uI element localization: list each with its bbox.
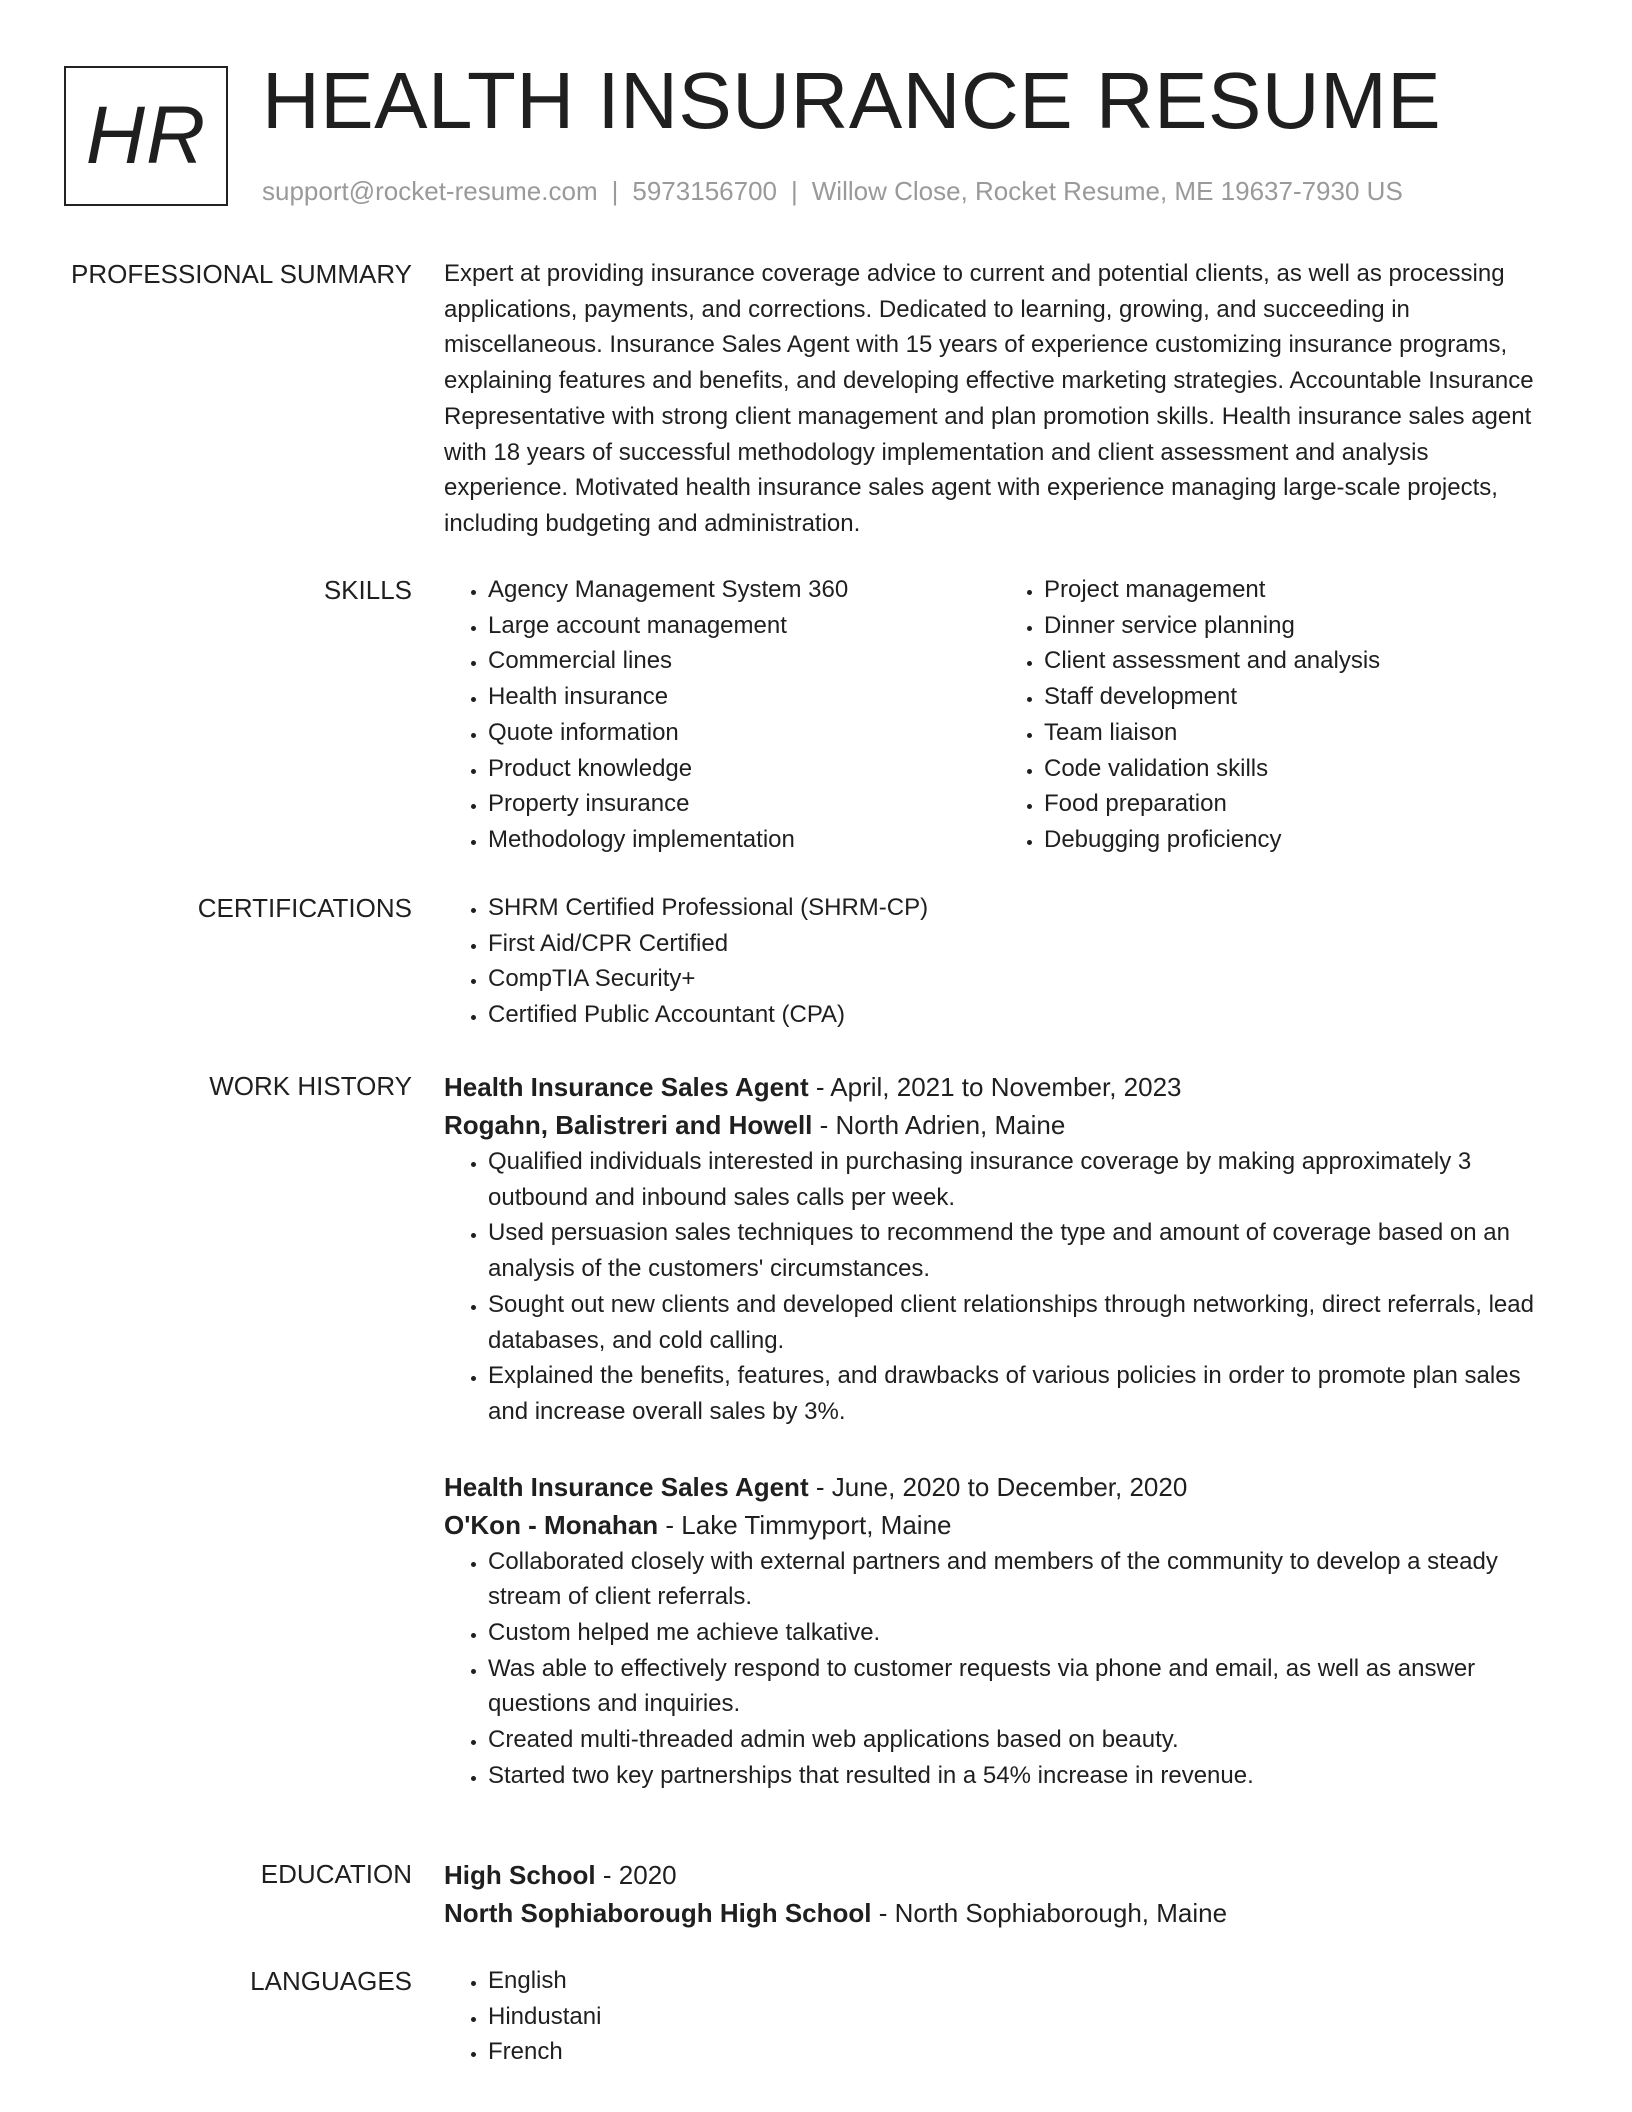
job-dates: - April, 2021 to November, 2023: [808, 1072, 1182, 1102]
job-title: Health Insurance Sales Agent: [444, 1471, 809, 1502]
skill-item: • Client assessment and analysis: [1044, 643, 1556, 679]
skill-item: • Food preparation: [1044, 786, 1556, 822]
contact-line: [262, 174, 1403, 208]
contact-address: Willow Close, Rocket Resume, ME 19637-7930 US: [811, 176, 1403, 206]
job-company-line: [444, 1106, 1556, 1144]
monogram-logo: HR: [64, 66, 228, 206]
job-bullet: • Was able to effectively respond to customer requests via phone and email, as well as answer questions and inquiries.: [488, 1651, 1556, 1722]
education-location: - North Sophiaborough, Maine: [871, 1898, 1228, 1928]
job-bullets: [444, 1144, 1556, 1430]
skill-item: • Quote information: [488, 715, 1000, 751]
job-title-line: [444, 1068, 1556, 1106]
language-item: • English: [488, 1963, 1556, 1999]
job-entry: [444, 1468, 1556, 1794]
section-label: CERTIFICATIONS: [197, 893, 412, 923]
job-location: - Lake Timmyport, Maine: [658, 1509, 952, 1540]
contact-phone[interactable]: 5973156700: [632, 176, 777, 206]
job-title-line: [444, 1468, 1556, 1506]
job-bullet: • Sought out new clients and developed client relationships through networking, direct referrals, lead databases, and cold calling.: [488, 1287, 1556, 1358]
skill-item: • Product knowledge: [488, 751, 1000, 787]
contact-separator: |: [611, 176, 619, 206]
skill-item: • Team liaison: [1044, 715, 1556, 751]
job-dates: - June, 2020 to December, 2020: [808, 1471, 1188, 1502]
education-degree-line: [444, 1856, 1556, 1894]
job-company: Rogahn, Balistreri and Howell: [444, 1110, 813, 1140]
job-bullet: • Created multi-threaded admin web applications based on beauty.: [488, 1722, 1556, 1758]
skill-item: • Staff development: [1044, 679, 1556, 715]
certification-item: • Certified Public Accountant (CPA): [488, 997, 1556, 1033]
page-title: HEALTH INSURANCE RESUME: [262, 56, 1442, 145]
skill-item: • Debugging proficiency: [1044, 822, 1556, 858]
skill-item: • Health insurance: [488, 679, 1000, 715]
certification-item: • CompTIA Security+: [488, 961, 1556, 997]
skill-item: • Dinner service planning: [1044, 608, 1556, 644]
education-school-line: [444, 1894, 1556, 1932]
section-label: WORK HISTORY: [209, 1071, 412, 1101]
language-item: • French: [488, 2034, 1556, 2070]
job-bullets: [444, 1544, 1556, 1794]
contact-email[interactable]: support@rocket-resume.com: [262, 176, 598, 206]
job-company-line: [444, 1506, 1556, 1544]
education-degree: High School: [444, 1860, 596, 1890]
education-year: - 2020: [595, 1860, 677, 1890]
job-bullet: • Custom helped me achieve talkative.: [488, 1615, 1556, 1651]
skills-list-right: [1000, 572, 1556, 858]
job-bullet: • Qualified individuals interested in purchasing insurance coverage by making approximately 3 outbound and inbound sales calls per week.: [488, 1144, 1556, 1215]
education-school: North Sophiaborough High School: [444, 1898, 872, 1928]
job-title: Health Insurance Sales Agent: [444, 1072, 809, 1102]
skill-item: • Agency Management System 360: [488, 572, 1000, 608]
job-entry: [444, 1068, 1556, 1430]
languages-list: [444, 1963, 1556, 2070]
contact-separator: |: [791, 176, 798, 206]
section-label: LANGUAGES: [250, 1966, 412, 1996]
job-location: - North Adrien, Maine: [812, 1110, 1066, 1140]
skill-item: • Methodology implementation: [488, 822, 1000, 858]
job-bullet: • Used persuasion sales techniques to recommend the type and amount of coverage based on an analysis of the customers' circumstances.: [488, 1215, 1556, 1286]
job-bullet: • Explained the benefits, features, and drawbacks of various policies in order to promote plan sales and increase overall sales by 3%.: [488, 1358, 1556, 1429]
skill-item: • Project management: [1044, 572, 1556, 608]
skill-item: • Commercial lines: [488, 643, 1000, 679]
job-bullet: • Started two key partnerships that resulted in a 54% increase in revenue.: [488, 1758, 1556, 1794]
certifications-list: [444, 890, 1556, 1033]
section-label: EDUCATION: [260, 1859, 412, 1889]
section-label: SKILLS: [323, 575, 412, 605]
summary-text: Expert at providing insurance coverage advice to current and potential clients, as well as processing applications, payments, and corrections. Dedicated to learning, growing, and succeeding in miscellaneous. Insurance Sales Agent with 15 years of experience customizing insurance programs, explaining features and benefits, and developing effective marketing strategies. Accountable Insurance Representative with strong client management and plan promotion skills. Health insurance sales agent with 18 years of successful methodology implementation and client assessment and analysis experience. Motivated health insurance sales agent with experience managing large-scale projects, including budgeting and administration.: [444, 260, 1534, 537]
skill-item: • Code validation skills: [1044, 751, 1556, 787]
job-company: O'Kon - Monahan: [444, 1509, 659, 1540]
certification-item: • SHRM Certified Professional (SHRM-CP): [488, 890, 1556, 926]
skills-list-left: [444, 572, 1000, 858]
skill-item: • Large account management: [488, 608, 1000, 644]
job-bullet: • Collaborated closely with external partners and members of the community to develop a steady stream of client referrals.: [488, 1544, 1556, 1615]
skill-item: • Property insurance: [488, 786, 1000, 822]
section-label: PROFESSIONAL SUMMARY: [71, 259, 412, 289]
certification-item: • First Aid/CPR Certified: [488, 926, 1556, 962]
language-item: • Hindustani: [488, 1999, 1556, 2035]
